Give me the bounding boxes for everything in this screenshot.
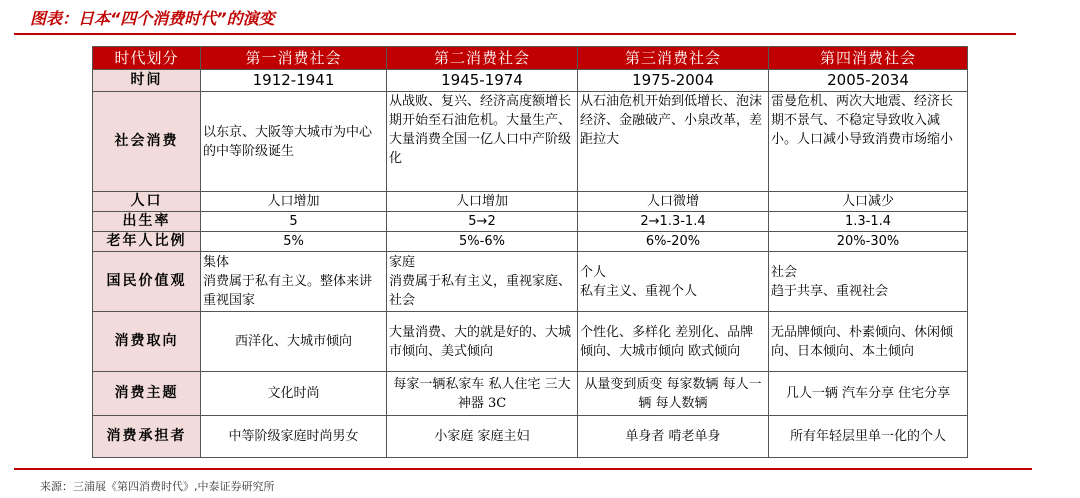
table-cell: 集体 消费属于私有主义。整体来讲重视国家 [201,252,387,312]
table-row [93,70,968,92]
top-divider [14,33,1016,35]
table-cell: 大量消费、大的就是好的、大城市倾向、美式倾向 [387,312,578,372]
table-cell: 社会 趋于共享、重视社会 [769,252,968,312]
row-label: 社会消费 [93,92,201,192]
header-cell-fourth: 第四消费社会 [769,47,968,70]
table-cell: 从战败、复兴、经济高度额增长期开始至石油危机。大量生产、大量消费全国一亿人口中产阶级化 [387,92,578,192]
table-row [93,192,968,212]
row-label: 消费主题 [93,372,201,416]
header-cell-second: 第二消费社会 [387,47,578,70]
table-cell: 人口增加 [387,192,578,212]
table-row [93,92,968,192]
table-row [93,232,968,252]
table-cell: 中等阶级家庭时尚男女 [201,416,387,458]
table-cell: 以东京、大阪等大城市为中心的中等阶级诞生 [201,92,387,192]
row-label: 消费承担者 [93,416,201,458]
header-cell-era: 时代划分 [93,47,201,70]
table-cell: 个人 私有主义、重视个人 [578,252,769,312]
header-cell-first: 第一消费社会 [201,47,387,70]
table-row [93,312,968,372]
table-cell: 无品牌倾向、朴素倾向、休闲倾向、日本倾向、本土倾向 [769,312,968,372]
table-cell: 人口微增 [578,192,769,212]
table-cell: 每家一辆私家车 私人住宅 三大神器 3C [387,372,578,416]
table-row [93,252,968,312]
table-cell: 单身者 啃老单身 [578,416,769,458]
table-cell: 个性化、多样化 差别化、品牌倾向、大城市倾向 欧式倾向 [578,312,769,372]
table-row [93,416,968,458]
table-cell: 人口减少 [769,192,968,212]
table-cell: 1975-2004 [578,70,769,92]
table-cell: 5 [201,212,387,232]
row-label: 出生率 [93,212,201,232]
consumption-era-table [92,46,968,458]
row-label: 消费取向 [93,312,201,372]
row-label: 时间 [93,70,201,92]
row-label: 人口 [93,192,201,212]
row-label: 国民价值观 [93,252,201,312]
table-row [93,372,968,416]
table-cell: 雷曼危机、两次大地震、经济长期不景气、不稳定导致收入减小。人口减小导致消费市场缩小 [769,92,968,192]
header-row [93,47,968,70]
table-cell: 20%-30% [769,232,968,252]
table-cell: 西洋化、大城市倾向 [201,312,387,372]
bottom-divider [14,468,1032,470]
table-cell: 家庭 消费属于私有主义，重视家庭、社会 [387,252,578,312]
table-cell: 1945-1974 [387,70,578,92]
table-cell: 所有年轻层里单一化的个人 [769,416,968,458]
table-cell: 几人一辆 汽车分享 住宅分享 [769,372,968,416]
figure-title: 图表：日本“四个消费时代”的演变 [30,9,275,28]
table-cell: 6%-20% [578,232,769,252]
table-cell: 2005-2034 [769,70,968,92]
table-cell: 2→1.3-1.4 [578,212,769,232]
table-cell: 5% [201,232,387,252]
table-row [93,212,968,232]
table-cell: 文化时尚 [201,372,387,416]
table-cell: 人口增加 [201,192,387,212]
table-cell: 从石油危机开始到低增长、泡沫经济、金融破产、小泉改革，差距拉大 [578,92,769,192]
row-label: 老年人比例 [93,232,201,252]
table-cell: 1.3-1.4 [769,212,968,232]
source-note: 来源：三浦展《第四消费时代》,中泰证券研究所 [40,480,275,493]
table-cell: 1912-1941 [201,70,387,92]
table-cell: 从量变到质变 每家数辆 每人一辆 每人数辆 [578,372,769,416]
header-cell-third: 第三消费社会 [578,47,769,70]
table-cell: 5→2 [387,212,578,232]
table-cell: 5%-6% [387,232,578,252]
table-cell: 小家庭 家庭主妇 [387,416,578,458]
